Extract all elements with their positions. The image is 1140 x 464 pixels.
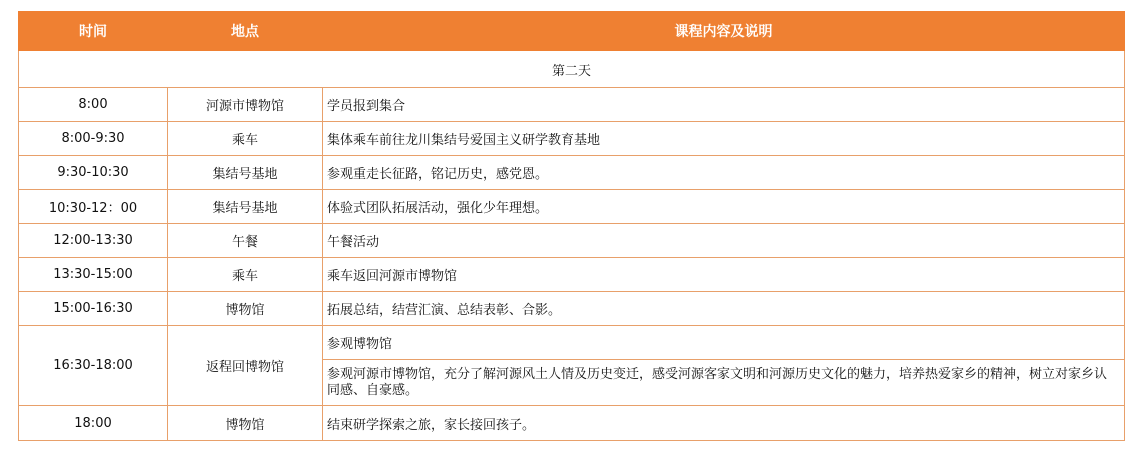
table-row	[19, 258, 1125, 292]
row-content: 参观博物馆	[323, 326, 1125, 360]
row-place: 返程回博物馆	[168, 326, 323, 406]
row-content: 结束研学探索之旅，家长接回孩子。	[323, 406, 1125, 441]
schedule-table-wrapper	[18, 11, 1124, 441]
row-time: 9:30-10:30	[19, 156, 168, 190]
row-content: 乘车返回河源市博物馆	[323, 258, 1125, 292]
table-row	[19, 190, 1125, 224]
row-time: 16:30-18:00	[19, 326, 168, 406]
row-place: 集结号基地	[168, 190, 323, 224]
table-row	[19, 326, 1125, 360]
row-place: 河源市博物馆	[168, 88, 323, 122]
schedule-table	[18, 11, 1125, 441]
row-place: 集结号基地	[168, 156, 323, 190]
row-place: 午餐	[168, 224, 323, 258]
row-place: 乘车	[168, 122, 323, 156]
row-time: 18:00	[19, 406, 168, 441]
row-place: 乘车	[168, 258, 323, 292]
row-content: 学员报到集合	[323, 88, 1125, 122]
table-row	[19, 88, 1125, 122]
table-row	[19, 156, 1125, 190]
table-row	[19, 224, 1125, 258]
row-content: 体验式团队拓展活动，强化少年理想。	[323, 190, 1125, 224]
row-time: 15:00-16:30	[19, 292, 168, 326]
row-time: 10:30-12：00	[19, 190, 168, 224]
row-place: 博物馆	[168, 406, 323, 441]
row-content: 集体乘车前往龙川集结号爱国主义研学教育基地	[323, 122, 1125, 156]
header-row	[19, 12, 1125, 51]
row-time: 8:00	[19, 88, 168, 122]
day-row	[19, 51, 1125, 88]
day-label: 第二天	[19, 51, 1125, 88]
row-content: 参观重走长征路，铭记历史，感党恩。	[323, 156, 1125, 190]
row-time: 13:30-15:00	[19, 258, 168, 292]
row-time: 8:00-9:30	[19, 122, 168, 156]
row-content-detail: 参观河源市博物馆，充分了解河源风土人情及历史变迁，感受河源客家文明和河源历史文化的魅力，培养热爱家乡的精神，树立对家乡认同感、自豪感。	[323, 360, 1125, 406]
table-row	[19, 122, 1125, 156]
table-row	[19, 406, 1125, 441]
table-row	[19, 292, 1125, 326]
row-time: 12:00-13:30	[19, 224, 168, 258]
header-time: 时间	[19, 12, 168, 51]
header-place: 地点	[168, 12, 323, 51]
header-content: 课程内容及说明	[323, 12, 1125, 51]
row-content: 拓展总结，结营汇演、总结表彰、合影。	[323, 292, 1125, 326]
row-place: 博物馆	[168, 292, 323, 326]
row-content: 午餐活动	[323, 224, 1125, 258]
